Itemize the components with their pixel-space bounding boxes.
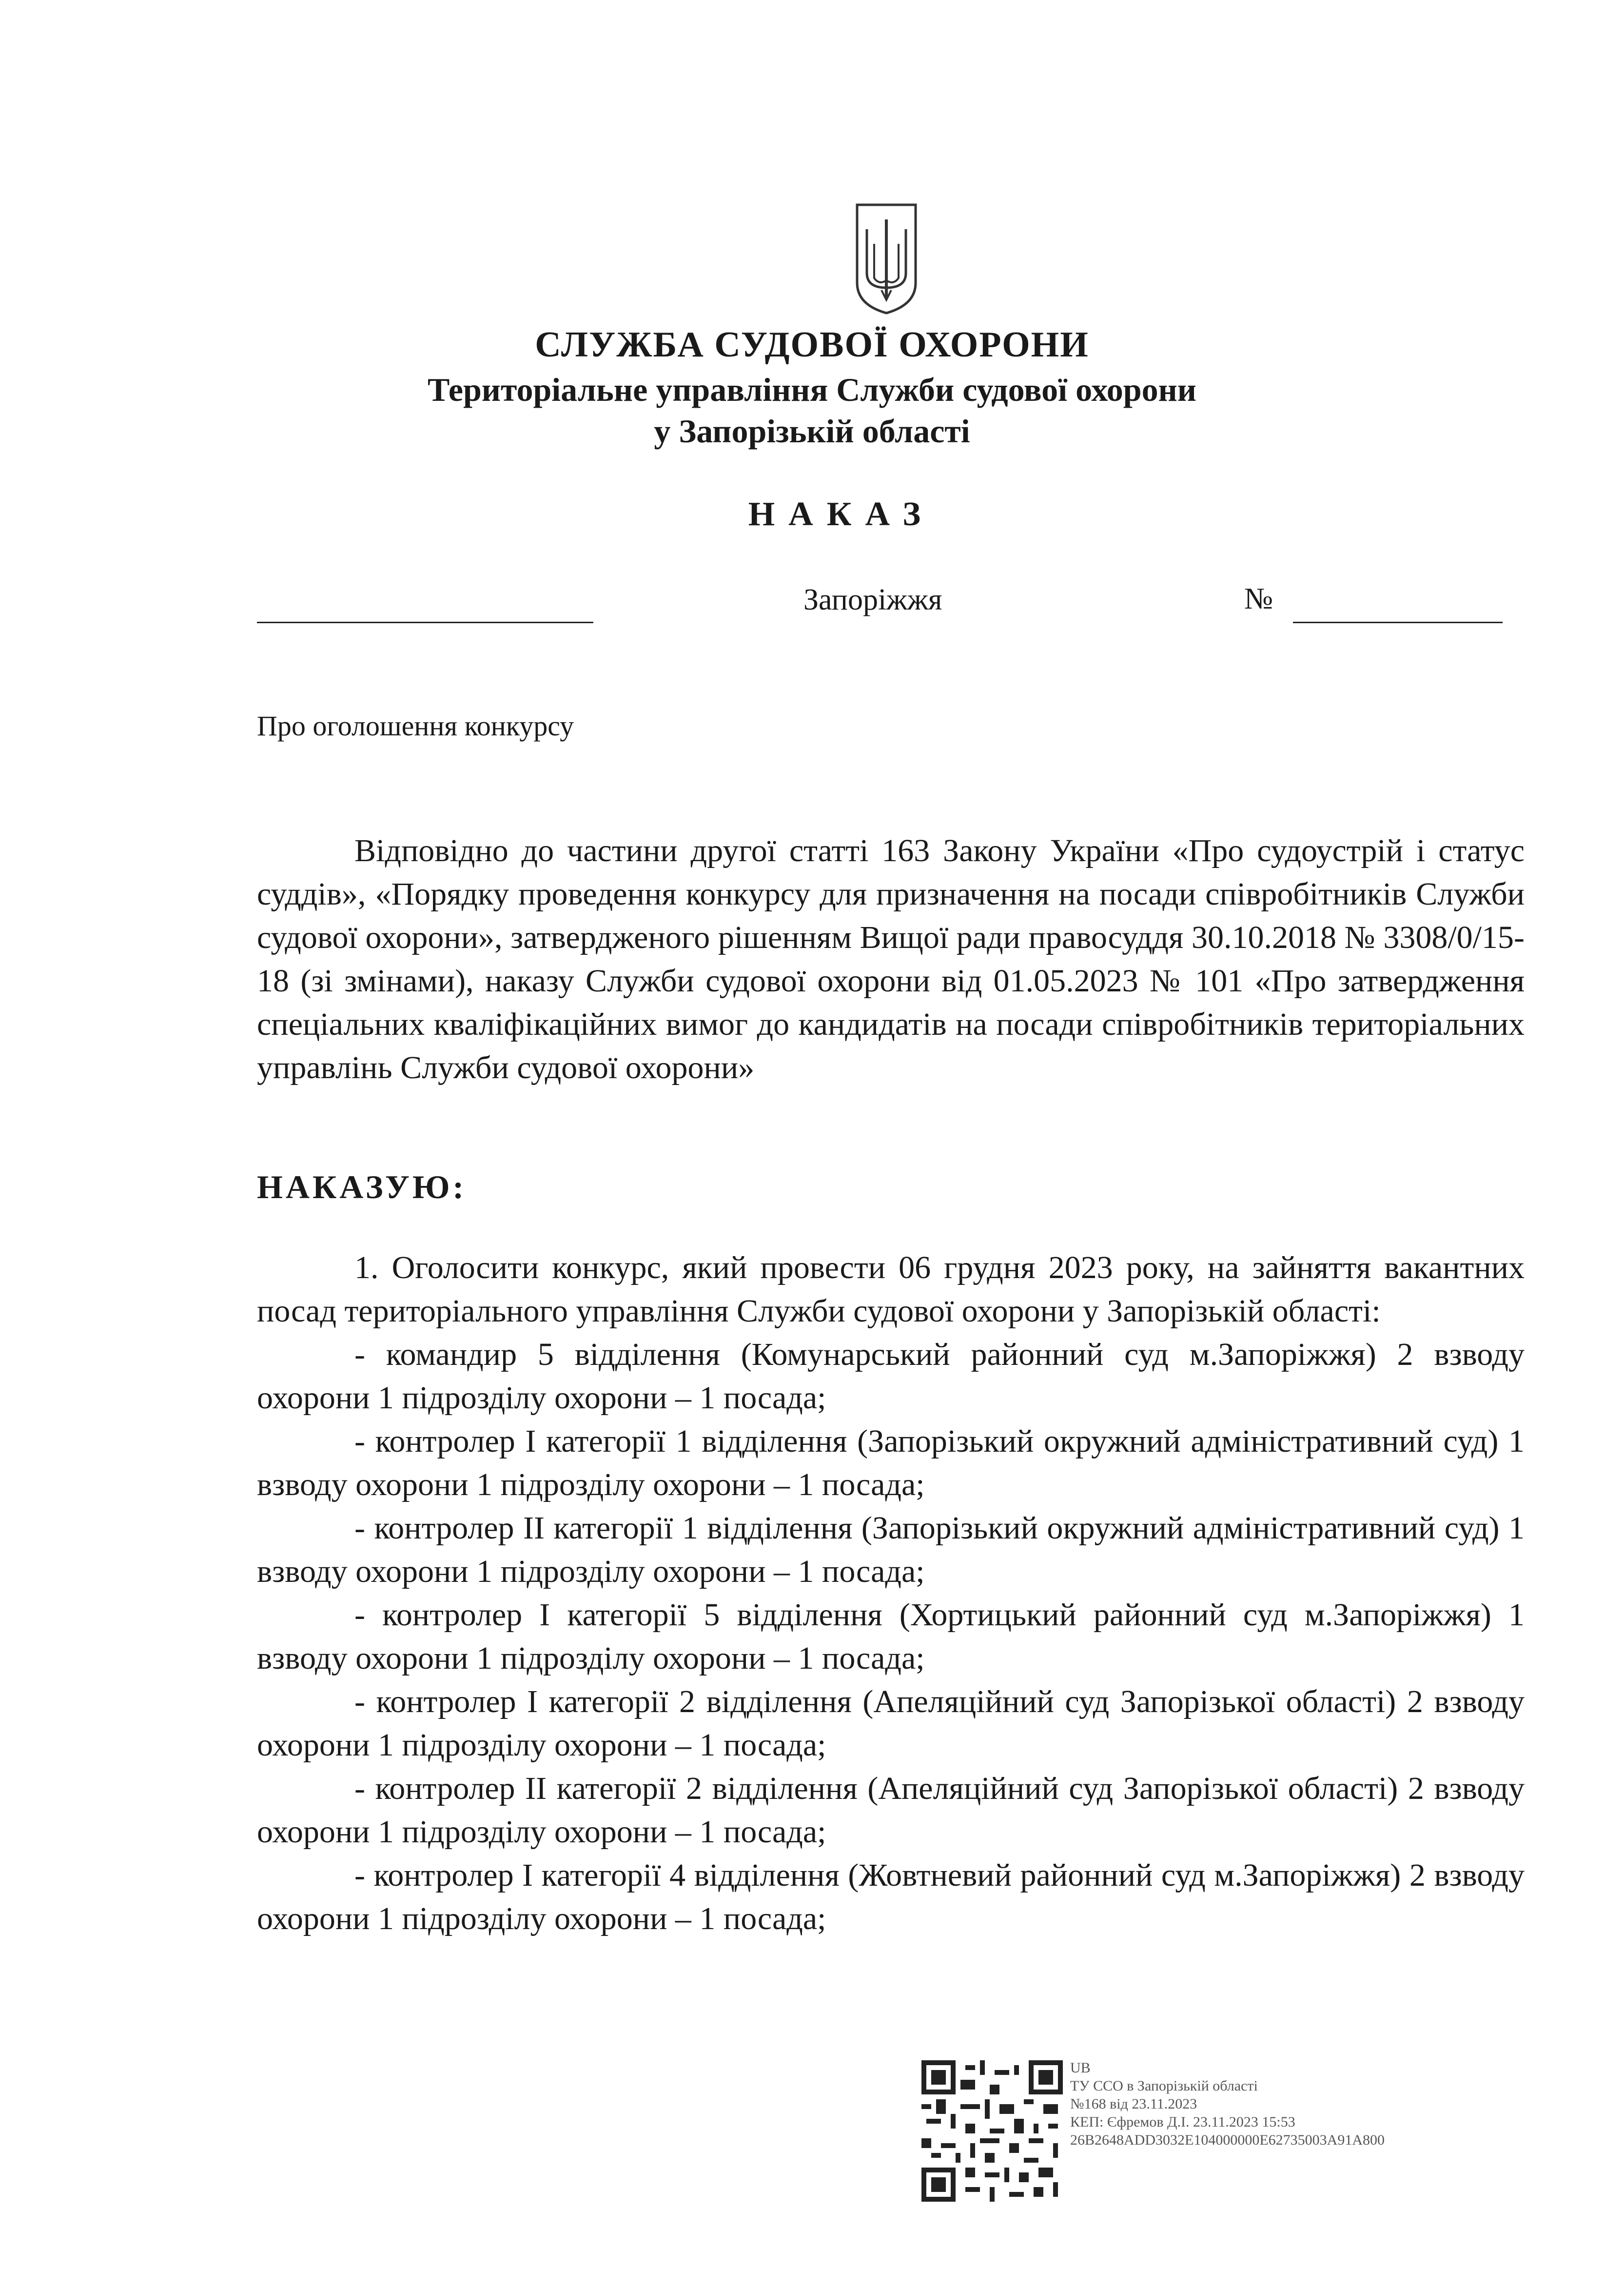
stamp-line: UB: [1070, 2060, 1091, 2076]
org-subtitle: Територіальне управління Служби судової охорони: [428, 371, 1196, 408]
stamp-line: 26B2648ADD3032E104000000E62735003A91A800: [1070, 2132, 1385, 2148]
order-directive: НАКАЗУЮ:: [257, 1168, 467, 1205]
city-name: Запоріжжя: [803, 583, 942, 616]
e-signature-stamp: [1070, 2059, 1385, 2149]
position-list-item: - контролер І категорії 2 відділення (Апеляційний суд Запорізької області) 2 взводу охорони 1 підрозділу охорони – 1 посада;: [257, 1684, 1525, 1763]
stamp-line: ТУ ССО в Запорізькій області: [1070, 2078, 1258, 2094]
qr-code-icon: [921, 2060, 1063, 2202]
stamp-line: №168 від 23.11.2023: [1070, 2096, 1197, 2112]
position-list-item: - контролер І категорії 1 відділення (Запорізький окружний адміністративний суд) 1 взводу охорони 1 підрозділу охорони – 1 посада;: [257, 1423, 1525, 1502]
number-blank-line: [1293, 622, 1503, 623]
preamble-paragraph: Відповідно до частини другої статті 163 Закону України «Про судоустрій і статус суддів», «Порядку проведення конкурсу для призначення на посади співробітників Служби судової охорони», затвердженого рішенням Вищої ради правосуддя 30.10.2018 № 3308/0/15-18 (зі змінами), наказу Служби судової охорони від 01.05.2023 № 101 «Про затвердження спеціальних кваліфікаційних вимог до кандидатів на посади співробітників територіальних управлінь Служби судової охорони»: [257, 833, 1525, 1085]
order-subject: Про оголошення конкурсу: [257, 710, 574, 742]
coat-of-arms-icon: [852, 200, 920, 317]
org-title: СЛУЖБА СУДОВОЇ ОХОРОНИ: [535, 325, 1089, 365]
position-list-item: - командир 5 відділення (Комунарський районний суд м.Запоріжжя) 2 взводу охорони 1 підрозділу охорони – 1 посада;: [257, 1337, 1525, 1416]
position-list-item: - контролер І категорії 4 відділення (Жовтневий районний суд м.Запоріжжя) 2 взводу охорони 1 підрозділу охорони – 1 посада;: [257, 1857, 1525, 1936]
document-type: НАКАЗ: [748, 495, 935, 533]
position-list-item: - контролер ІІ категорії 2 відділення (Апеляційний суд Запорізької області) 2 взводу охорони 1 підрозділу охорони – 1 посада;: [257, 1771, 1525, 1850]
position-list-item: - контролер ІІ категорії 1 відділення (Запорізький окружний адміністративний суд) 1 взводу охорони 1 підрозділу охорони – 1 посада;: [257, 1510, 1525, 1589]
position-list-item: - контролер І категорії 5 відділення (Хортицький районний суд м.Запоріжжя) 1 взводу охорони 1 підрозділу охорони – 1 посада;: [257, 1597, 1525, 1676]
date-blank-line: [257, 622, 593, 623]
stamp-line: КЕП: Єфремов Д.І. 23.11.2023 15:53: [1070, 2114, 1295, 2130]
item-1-paragraph: 1. Оголосити конкурс, який провести 06 грудня 2023 року, на зайняття вакантних посад територіального управління Служби судової охорони у Запорізькій області:: [257, 1250, 1525, 1329]
order-items: [257, 1246, 1525, 1940]
org-region: у Запорізькій області: [654, 413, 970, 450]
number-label: №: [1244, 582, 1273, 615]
